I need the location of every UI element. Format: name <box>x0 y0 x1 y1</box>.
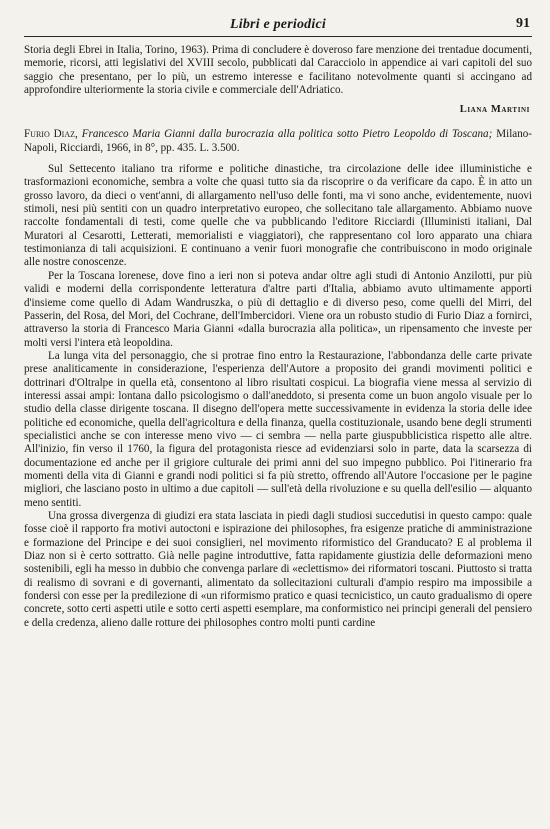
bibliographic-entry <box>24 128 532 155</box>
review-paragraph: Una grossa divergenza di giudizi era stata lasciata in piedi dagli studiosi succedutisi in questo campo: quale fosse cioè il rapporto fra motivi autoctoni e ispirazione dei philosophes, fra esigenze pratiche di amministrazione e formazione del Principe e dei suoi consiglieri, nel movimento riformistico del Granducato? E al problema il Diaz non si è certo sottratto. Già nelle pagine introduttive, fatta rapidamente giustizia delle deformazioni meno sostenibili, egli ha messo in dubbio che convenga parlare di «eclettismo» dei riformatori toscani. Piuttosto si tratta di realismo di sovrani e di governanti, alimentato da sollecitazioni culturali d'ampio respiro ma impossibile a fondersi con esse per la predilezione di «un riformismo pratico e quasi tecnicistico, un cauto gradualismo di opere concrete, sotto certi aspetti utile e sotto certi aspetti esemplare, ma conformistico nei principi generali del pensiero e della credenza, alieno dalle rotture dei philosophes contro molti punti cardine <box>24 510 532 629</box>
section-title: Libri e periodici <box>230 17 326 32</box>
page-number: 91 <box>516 16 530 31</box>
review-paragraph: La lunga vita del personaggio, che si protrae fino entro la Restaurazione, l'abbondanza delle carte private prese analiticamente in considerazione, l'esperienza dell'Autore a proposito dei grandi movimenti politici e dottrinari d'Oltralpe in quella età, consentono al libro risultati cospicui. La biografia viene messa al servizio di interessi assai ampi: lontana dallo psicologismo o dall'aneddoto, si presenta come un buon angolo visuale per lo studio della classe dirigente toscana. Il disegno dell'opera mette successivamente in evidenza la storia delle idee politiche ed economiche, quella dell'agricoltura e della finanza, quella costituzionale, usando bene degli strumenti specialistici anche se con interesse meno vivo — ci sembra — nella parte giuspubblicistica rispetto alle altre. All'inizio, fin verso il 1760, la figura del protagonista riesce ad evidenziarsi solo in parte, data la scarsezza di documentazione ed anche per il grigiore culturale dei primi anni del suo impegno pubblico. Poi l'itinerario fra momenti della vita di Gianni e grandi nodi politici si fa più stretto, offrendo all'Autore l'occasione per le pagine migliori, che lasciano posto in ultimo a due capitoli — sull'età della rivoluzione e su quella dell'esilio — alquanto meno sentiti. <box>24 349 532 509</box>
book-page <box>24 14 532 630</box>
reviewer-signature: Liana Martini <box>459 104 530 116</box>
book-publication: Milano-Napoli, Ricciardi, 1966, in 8°, pp. 435. L. 3.500. <box>24 128 532 154</box>
review-paragraph: Sul Settecento italiano tra riforme e politiche dinastiche, tra circolazione delle idee illuministiche e trasformazioni economiche, sembra a volte che quasi tutto sia da riscoprire o da verificare da capo. È in atto un grosso lavoro, da dieci o vent'anni, di allargamento nell'uso delle fonti, ma vi sono anche, evidentemente, nuovi stimoli, nesi più sentiti con un quadro interpretativo europeo, che sollecitano tale allargamento. Abbiamo nuove raccolte fondamentali di testi, come quelle che va pubblicando l'editore Ricciardi (Illuministi italiani, Dal Muratori al Cesarotti, Letterati, memorialisti e viaggiatori), che rappresentano col loro apparato una chiara testimonianza di tali acquisizioni. E continuano a venir fuori monografie che contribuiscono in modo originale alle nostre conoscenze. <box>24 163 532 269</box>
review-text: Storia degli Ebrei in Italia, Torino, 1963). Prima di concludere è doveroso fare menzione dei trentadue documenti, memorie, ricorsi, atti legislativi del XVIII secolo, pubblicati dal Caracciolo in appendice ai vari capitoli del suo saggio che presentano, per lo più, un estremo interesse e facilitano notevolmente quanti si accingano ad approfondire ulteriormente la storia civile e commerciale dell'Adriatico. <box>24 44 532 97</box>
review-paragraph: Per la Toscana lorenese, dove fino a ieri non si poteva andar oltre agli studi di Antonio Anzilotti, pur più validi e moderni della corrispondente letteratura d'altre parti d'Italia, abbiamo avuto ultimamente apporti d'insieme come quello di Adam Wandruszka, o più di dettaglio e di diverso peso, come quelli del Mirri, del Passerin, del Rosa, del Mori, del Cochrane, dell'Imbercidori. Viene ora un robusto studio di Furio Diaz a fornirci, attraverso la storia di Francesco Maria Gianni «dalla burocrazia alla politica», un ripensamento che investe per molti versi l'intera età leopoldina. <box>24 269 532 349</box>
running-header <box>24 14 532 37</box>
book-author: Furio Diaz, <box>24 128 78 141</box>
book-title: Francesco Maria Gianni dalla burocrazia alla politica sotto Pietro Leopoldo di Toscana; <box>81 128 493 141</box>
